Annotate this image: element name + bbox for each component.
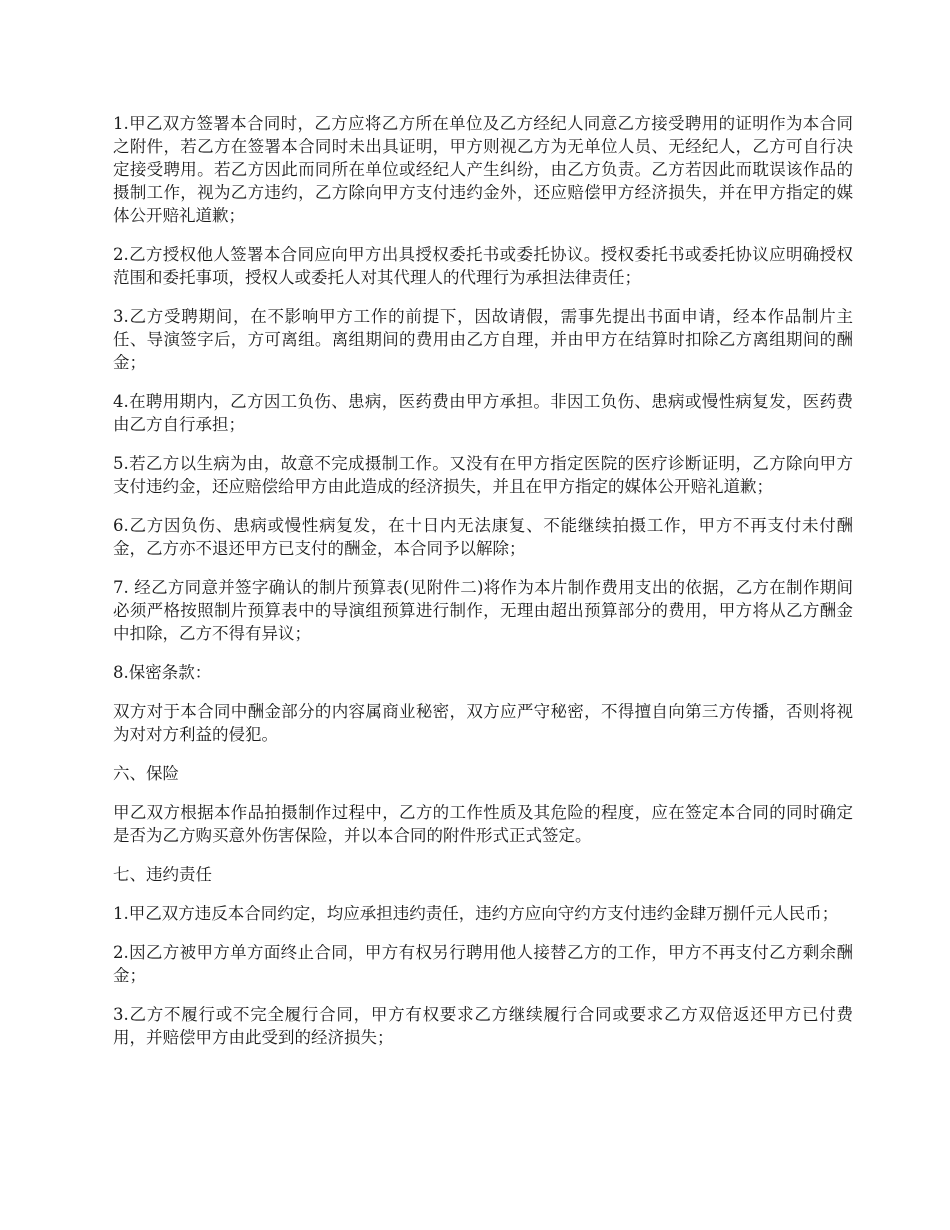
clause-6-recovery: 6.乙方因负伤、患病或慢性病复发，在十日内无法康复、不能继续拍摄工作，甲方不再支付未付酬金，乙方亦不退还甲方已支付的酬金，本合同予以解除； [113,516,853,558]
document-page [113,112,853,1065]
liability-clause-2: 2.因乙方被甲方单方面终止合同，甲方有权另行聘用他人接替乙方的工作，甲方不再支付乙方剩余酬金； [113,943,853,985]
section-insurance-heading: 六、保险 [113,764,179,783]
clause-1-signing-certificate: 1.甲乙双方签署本合同时，乙方应将乙方所在单位及乙方经纪人同意乙方接受聘用的证明作为本合同之附件，若乙方在签署本合同时未出具证明，甲方则视乙方为无单位人员、无经纪人，乙方可自行决定接受聘用。若乙方因此而同所在单位或经纪人产生纠纷，由乙方负责。乙方若因此而耽误该作品的摄制工作，视为乙方违约，乙方除向甲方支付违约金外，还应赔偿甲方经济损失，并在甲方指定的媒体公开赔礼道歉； [113,114,853,225]
insurance-text: 甲乙双方根据本作品拍摄制作过程中，乙方的工作性质及其危险的程度，应在签定本合同的同时确定是否为乙方购买意外伤害保险，并以本合同的附件形式正式签定。 [113,803,853,845]
clause-2-authorization: 2.乙方授权他人签署本合同应向甲方出具授权委托书或委托协议。授权委托书或委托协议应明确授权范围和委托事项，授权人或委托人对其代理人的代理行为承担法律责任； [113,245,853,287]
confidentiality-text: 双方对于本合同中酬金部分的内容属商业秘密，双方应严守秘密，不得擅自向第三方传播，否则将视为对对方利益的侵犯。 [113,702,853,744]
clause-3-leave: 3.乙方受聘期间，在不影响甲方工作的前提下，因故请假，需事先提出书面申请，经本作品制片主任、导演签字后，方可离组。离组期间的费用由乙方自理，并由甲方在结算时扣除乙方离组期间的酬金； [113,307,853,372]
liability-clause-3: 3.乙方不履行或不完全履行合同，甲方有权要求乙方继续履行合同或要求乙方双倍返还甲方已付费用，并赔偿甲方由此受到的经济损失； [113,1005,853,1047]
clause-4-injury: 4.在聘用期内，乙方因工负伤、患病，医药费由甲方承担。非因工负伤、患病或慢性病复发，医药费由乙方自行承担； [113,392,853,434]
clause-7-budget: 7. 经乙方同意并签字确认的制片预算表(见附件二)将作为本片制作费用支出的依据，乙方在制作期间必须严格按照制片预算表中的导演组预算进行制作，无理由超出预算部分的费用，甲方将从乙方酬金中扣除，乙方不得有异议； [113,578,853,643]
clause-5-illness-pretext: 5.若乙方以生病为由，故意不完成摄制工作。又没有在甲方指定医院的医疗诊断证明，乙方除向甲方支付违约金，还应赔偿给甲方由此造成的经济损失，并且在甲方指定的媒体公开赔礼道歉； [113,454,853,496]
clause-8-confidentiality-heading: 8.保密条款： [113,663,212,682]
liability-clause-1: 1.甲乙双方违反本合同约定，均应承担违约责任，违约方应向守约方支付违约金肆万捌仟元人民币； [113,904,839,923]
section-liability-heading: 七、违约责任 [113,865,212,884]
